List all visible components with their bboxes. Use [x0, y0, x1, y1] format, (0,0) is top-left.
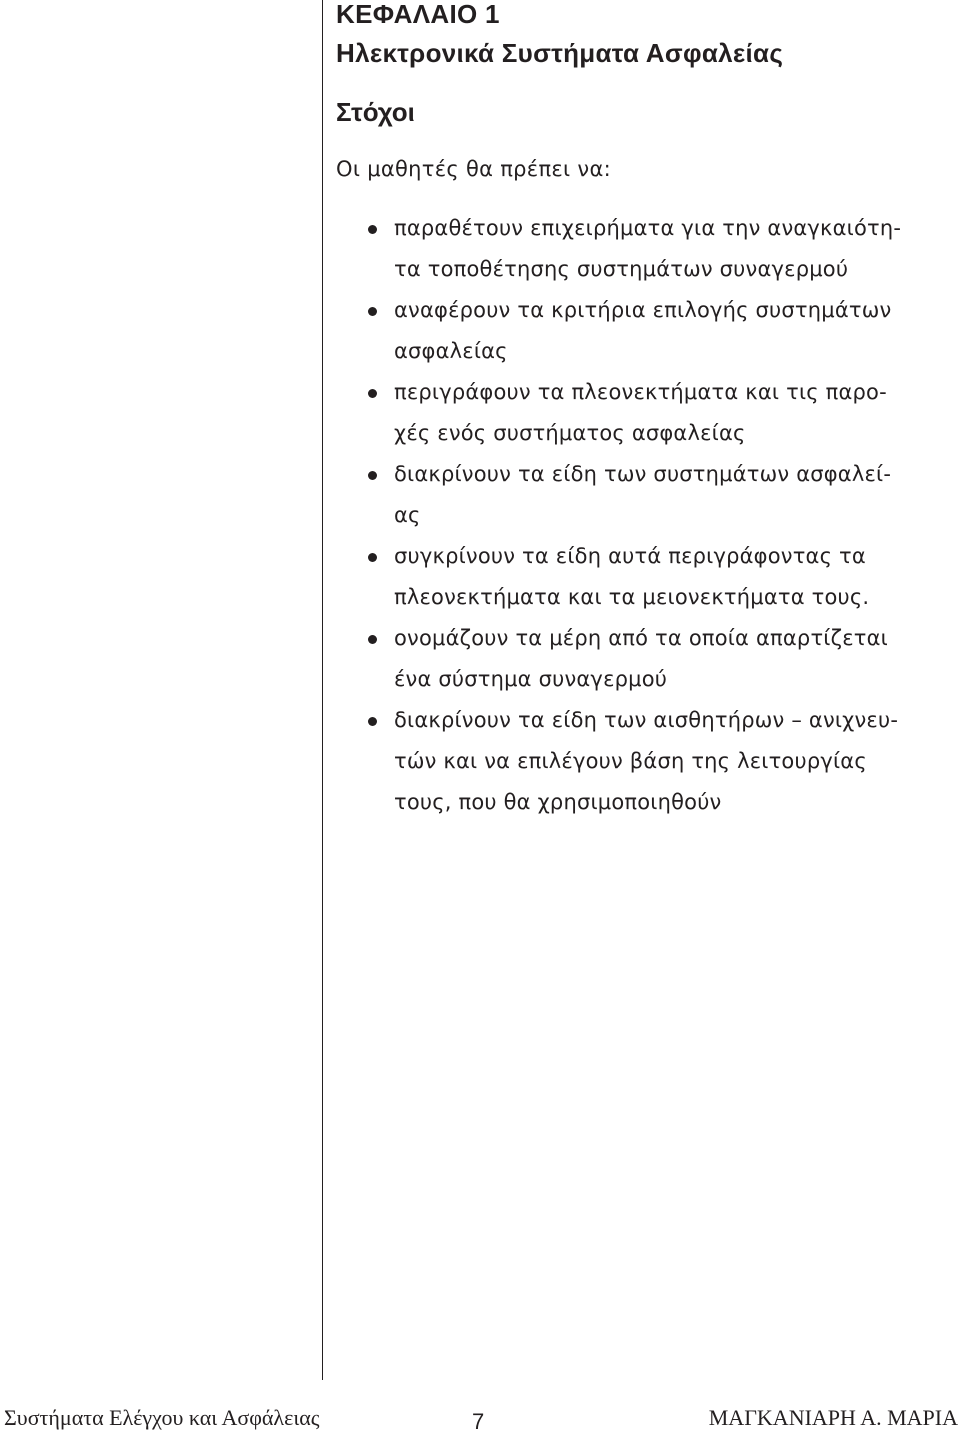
- objective-text: περιγράφουν τα πλεονεκτήματα και τις παρο-: [394, 380, 887, 404]
- bullet-icon: [368, 225, 377, 234]
- objective-text: τών και να επιλέγουν βάση της λειτουργίας: [394, 749, 867, 773]
- bullet-icon: [368, 635, 377, 644]
- objective-line: [362, 700, 960, 741]
- objective-text: ασφαλείας: [394, 339, 508, 363]
- goals-intro: Οι μαθητές θα πρέπει να:: [336, 157, 611, 181]
- objective-item: [362, 454, 960, 536]
- footer-book-title: Συστήματα Ελέγχου και Ασφάλειας: [4, 1405, 320, 1430]
- objective-line: [362, 618, 960, 659]
- objective-line: [362, 495, 960, 536]
- objective-text: ονομάζουν τα μέρη από τα οποία απαρτίζεται: [394, 626, 888, 650]
- objective-item: [362, 372, 960, 454]
- objective-item: [362, 208, 960, 290]
- objective-line: [362, 290, 960, 331]
- bullet-icon: [368, 471, 377, 480]
- bullet-icon: [368, 717, 377, 726]
- objective-text: χές ενός συστήματος ασφαλείας: [394, 421, 746, 445]
- objective-line: [362, 372, 960, 413]
- chapter-title: Ηλεκτρονικά Συστήματα Ασφαλείας: [336, 38, 784, 68]
- objective-line: [362, 536, 960, 577]
- objective-item: [362, 290, 960, 372]
- objective-text: τα τοποθέτησης συστημάτων συναγερμού: [394, 257, 849, 281]
- bullet-icon: [368, 307, 377, 316]
- objective-line: [362, 413, 960, 454]
- objective-text: αναφέρουν τα κριτήρια επιλογής συστημάτων: [394, 298, 892, 322]
- objective-text: τους, που θα χρησιμοποιηθούν: [394, 790, 722, 814]
- objective-line: [362, 331, 960, 372]
- objective-line: [362, 741, 960, 782]
- objective-text: συγκρίνουν τα είδη αυτά περιγράφοντας τα: [394, 544, 866, 568]
- objective-line: [362, 659, 960, 700]
- objective-line: [362, 577, 960, 618]
- objective-text: διακρίνουν τα είδη των αισθητήρων – ανιχνευ-: [394, 708, 899, 732]
- objective-line: [362, 782, 960, 823]
- objectives-list: [362, 208, 960, 823]
- bullet-icon: [368, 553, 377, 562]
- objective-text: ένα σύστημα συναγερμού: [394, 667, 668, 691]
- objective-line: [362, 208, 960, 249]
- margin-rule: [322, 0, 323, 1380]
- goals-heading: Στόχοι: [336, 97, 415, 127]
- objective-text: ας: [394, 503, 421, 527]
- bullet-icon: [368, 389, 377, 398]
- objective-text: πλεονεκτήματα και τα μειονεκτήματα τους.: [394, 585, 870, 609]
- chapter-label: ΚΕΦΑΛΑΙΟ 1: [336, 0, 500, 29]
- objective-item: [362, 700, 960, 823]
- page-number: 7: [472, 1409, 485, 1434]
- objective-line: [362, 454, 960, 495]
- objective-text: διακρίνουν τα είδη των συστημάτων ασφαλεί-: [394, 462, 892, 486]
- objective-item: [362, 536, 960, 618]
- objective-text: παραθέτουν επιχειρήματα για την αναγκαιότη-: [394, 216, 902, 240]
- objective-item: [362, 618, 960, 700]
- objective-line: [362, 249, 960, 290]
- footer-author: ΜΑΓΚΑΝΙΑΡΗ Α. ΜΑΡΙΑ: [708, 1405, 958, 1430]
